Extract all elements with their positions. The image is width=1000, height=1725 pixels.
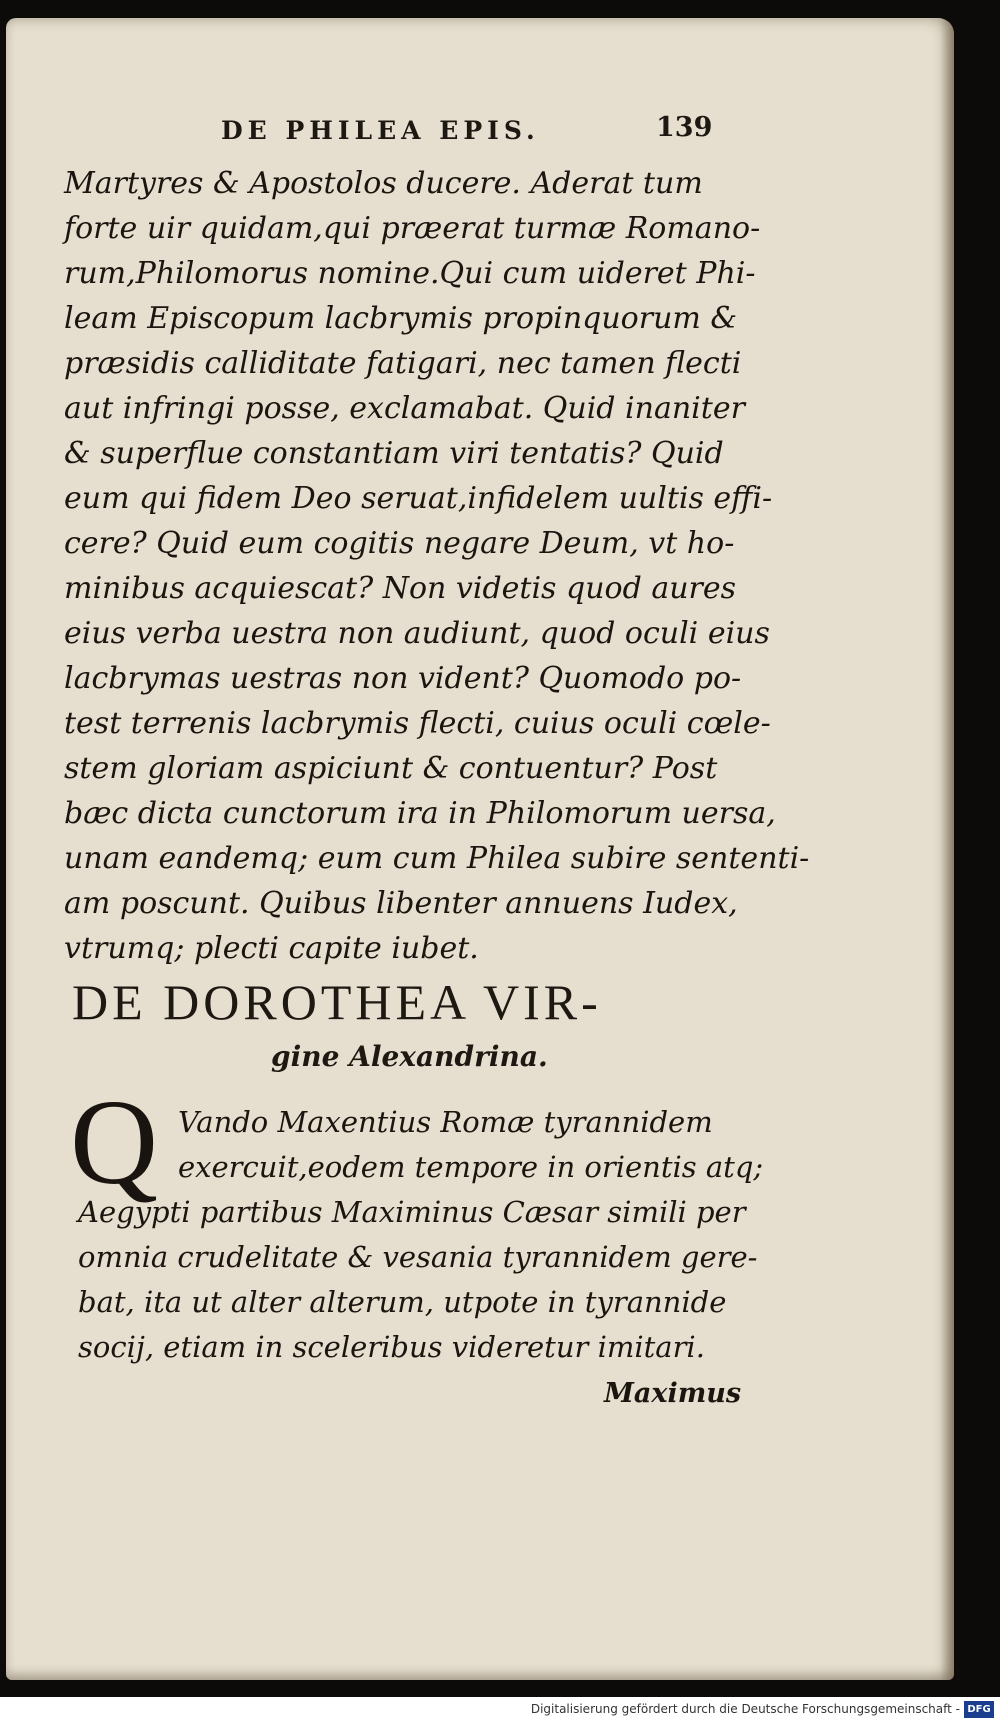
text-line: eius verba uestra non audiunt, quod oculi eius <box>64 616 770 651</box>
text-line: aut infringi posse, exclamabat. Quid inaniter <box>64 391 745 426</box>
page-edge-shadow <box>940 18 954 1680</box>
running-head: DE PHILEA EPIS. <box>221 116 540 145</box>
text-line: stem gloriam aspiciunt & contuentur? Post <box>64 751 718 786</box>
text-line: cere? Quid eum cogitis negare Deum, vt ho- <box>64 526 735 561</box>
book-page <box>6 18 954 1680</box>
text-line: bat, ita ut alter alterum, utpote in tyrannide <box>78 1285 727 1319</box>
funding-notice: Digitalisierung gefördert durch die Deutsche Forschungsgemeinschaft - <box>530 1702 960 1716</box>
text-line: socij, etiam in sceleribus videretur imitari. <box>78 1330 705 1364</box>
text-line: forte uir quidam,qui præerat turmæ Romano- <box>64 211 761 246</box>
paragraph-philea <box>64 161 810 971</box>
text-line: vtrumq; plecti capite iubet. <box>64 931 479 966</box>
text-line: lacbrymas uestras non vident? Quomodo po- <box>64 661 742 696</box>
text-line: Aegypti partibus Maximinus Cæsar simili per <box>78 1195 746 1229</box>
dfg-logo: DFG <box>964 1701 994 1718</box>
text-line: exercuit,eodem tempore in orientis atq; <box>178 1150 764 1184</box>
text-line: eum qui fidem Deo seruat,infidelem uultis effi- <box>64 481 773 516</box>
text-line: Vando Maxentius Romæ tyrannidem <box>178 1105 713 1139</box>
text-line: minibus acquiescat? Non videtis quod aures <box>64 571 737 606</box>
page-header <box>6 112 954 156</box>
section-title: DE DOROTHEA VIR- <box>72 974 602 1030</box>
text-line: & superflue constantiam viri tentatis? Quid <box>64 436 724 471</box>
text-line: leam Episcopum lacbrymis propinquorum & <box>64 301 738 336</box>
text-line: Martyres & Apostolos ducere. Aderat tum <box>64 166 703 201</box>
paragraph-dorothea <box>78 1100 764 1370</box>
text-line: test terrenis lacbrymis flecti, cuius oculi cœle- <box>64 706 771 741</box>
section-subtitle: gine Alexandrina. <box>271 1040 548 1073</box>
drop-cap: Q <box>70 1075 159 1210</box>
text-line: rum,Philomorus nomine.Qui cum uideret Phi- <box>64 256 756 291</box>
digitization-footer <box>0 1697 1000 1725</box>
text-line: omnia crudelitate & vesania tyrannidem gere- <box>78 1240 758 1274</box>
page-number: 139 <box>656 112 713 143</box>
text-line: bæc dicta cunctorum ira in Philomorum uersa, <box>64 796 776 831</box>
catchword: Maximus <box>604 1378 742 1409</box>
text-line: præsidis calliditate fatigari, nec tamen flecti <box>64 346 742 381</box>
text-line: unam eandemq; eum cum Philea subire sententi- <box>64 841 810 876</box>
text-line: am poscunt. Quibus libenter annuens Iudex, <box>64 886 738 921</box>
